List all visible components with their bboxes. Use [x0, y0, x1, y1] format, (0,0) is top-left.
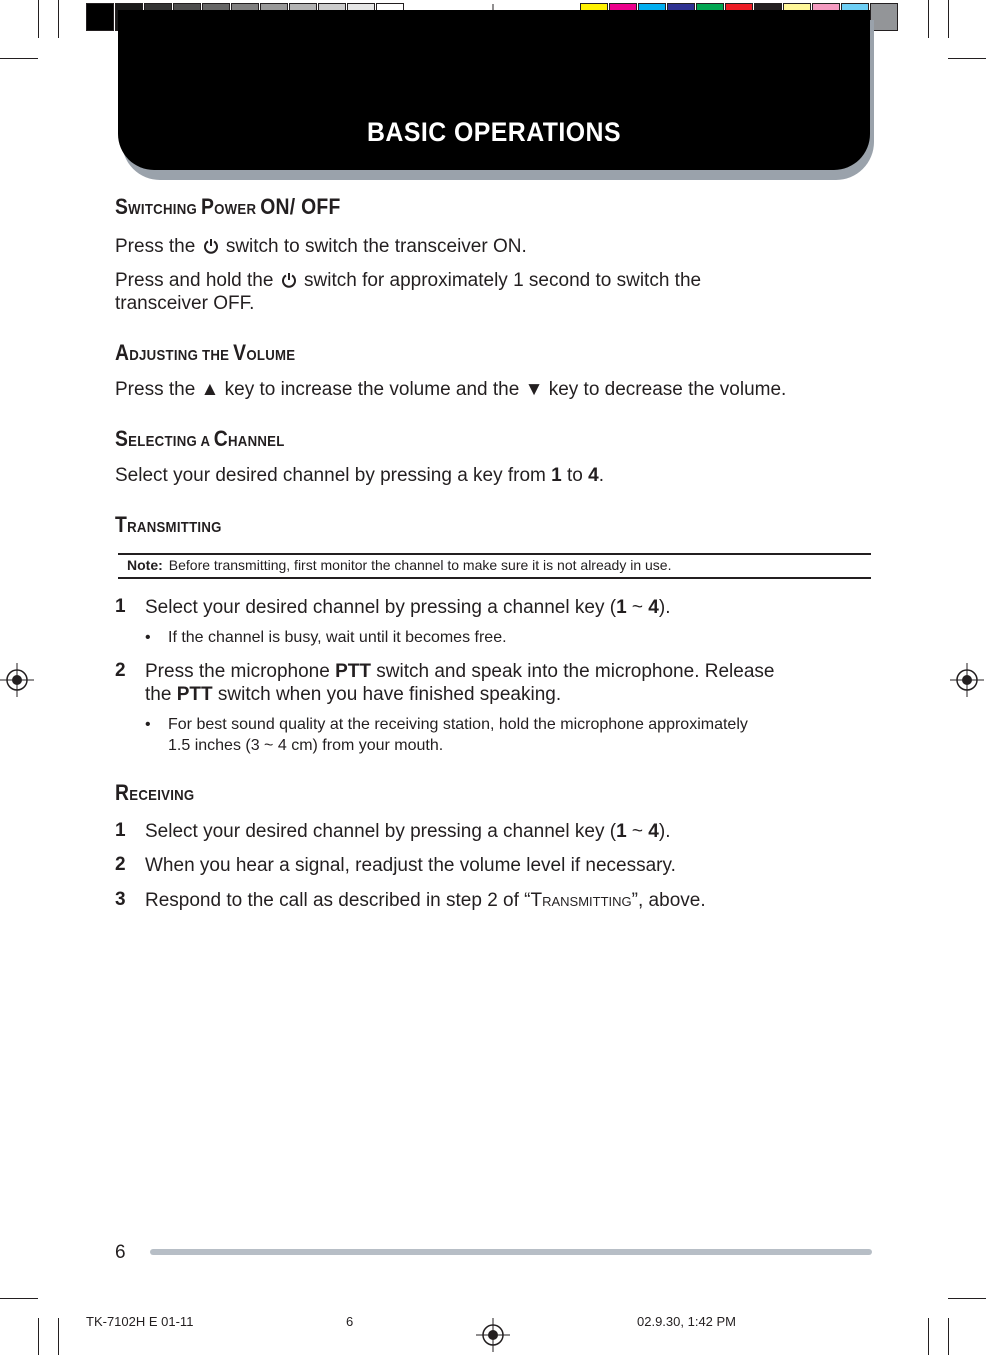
crop-mark: [948, 1318, 949, 1355]
slug-page: 6: [346, 1314, 354, 1329]
page-header: [118, 10, 870, 170]
section-heading-volume: ADJUSTING THE VOLUME: [115, 340, 296, 365]
section-heading-channel: SELECTING A CHANNEL: [115, 426, 285, 451]
slug-timestamp: 02.9.30, 1:42 PM: [637, 1314, 737, 1329]
note-rule-bottom: [118, 577, 871, 579]
step-number: 2: [115, 854, 126, 875]
bullet-icon: •: [145, 716, 151, 733]
receive-step-3: Respond to the call as described in step 2 of “TRANSMITTING”, above.: [145, 890, 706, 911]
crop-mark: [38, 0, 39, 38]
color-swatch: [870, 3, 898, 31]
power-on-text: Press the switch to switch the transceiver ON.: [115, 236, 527, 257]
crop-mark: [948, 0, 949, 38]
section-heading-power: SWITCHING POWER ON/ OFF: [115, 194, 341, 219]
up-arrow-icon: ▲: [200, 379, 220, 400]
step-number: 1: [115, 596, 126, 617]
power-off-text: Press and hold the switch for approximately 1 second to switch the transceiver OFF.: [115, 270, 702, 314]
receive-step-1: Select your desired channel by pressing a channel key (1 ~ 4).: [145, 821, 671, 842]
crop-mark: [928, 1318, 929, 1355]
crop-mark: [948, 1298, 986, 1299]
registration-mark-icon: [0, 663, 34, 697]
section-heading-receiving: RECEIVING: [115, 780, 195, 805]
section-heading-transmitting: TRANSMITTING: [115, 512, 222, 537]
transmit-note: Note: Before transmitting, first monitor the channel to make sure it is not already in use.: [127, 557, 672, 573]
crop-mark: [928, 0, 929, 38]
transmit-step-2: Press the microphone PTT switch and speak into the microphone. Release the PTT switch when you have finished speaking.: [145, 661, 775, 705]
page-title: BASIC OPERATIONS: [367, 117, 621, 147]
step-number: 2: [115, 660, 126, 681]
footer-rule: [150, 1249, 872, 1255]
down-arrow-icon: ▼: [524, 379, 544, 400]
crop-mark: [38, 1318, 39, 1355]
crop-mark: [0, 1298, 38, 1299]
registration-mark-icon: [476, 1318, 510, 1352]
transmit-step-1: Select your desired channel by pressing a channel key (1 ~ 4).: [145, 597, 671, 618]
step-number: 3: [115, 889, 126, 910]
step-number: 1: [115, 820, 126, 841]
crop-mark: [58, 0, 59, 38]
transmit-bullet-2: For best sound quality at the receiving station, hold the microphone approximately 1.5 inches (3 ~ 4 cm) from your mouth.: [168, 716, 748, 754]
channel-text: Select your desired channel by pressing a key from 1 to 4.: [115, 465, 605, 486]
slug-file-name: TK-7102H E 01-11: [86, 1314, 194, 1329]
receive-step-2: When you hear a signal, readjust the volume level if necessary.: [145, 855, 676, 876]
power-icon: [203, 238, 219, 254]
note-rule-top: [118, 553, 871, 555]
power-icon: [281, 272, 297, 288]
page-number: 6: [115, 1242, 126, 1263]
crop-mark: [948, 58, 986, 59]
registration-mark-icon: [950, 663, 984, 697]
volume-text: Press the ▲ key to increase the volume and the ▼ key to decrease the volume.: [115, 379, 787, 400]
transmit-bullet-1: If the channel is busy, wait until it becomes free.: [168, 629, 507, 646]
bullet-icon: •: [145, 629, 151, 646]
crop-mark: [58, 1318, 59, 1355]
color-swatch: [86, 3, 114, 31]
crop-mark: [0, 58, 38, 59]
